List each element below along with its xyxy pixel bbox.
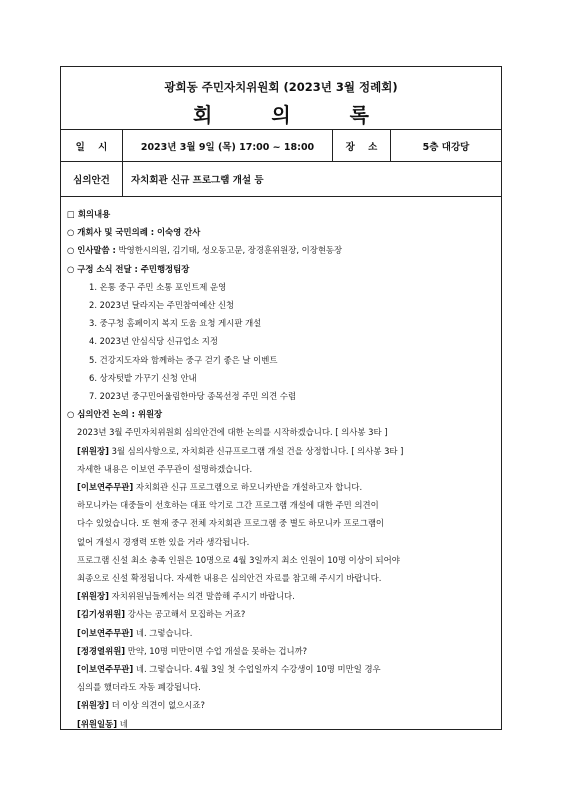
transcript-line: [김기성위원] 강사는 공고해서 모집하는 거죠? (77, 609, 246, 620)
minutes-frame (60, 66, 502, 730)
date-value: 2023년 3월 9일 (목) 17:00 ~ 18:00 (123, 130, 333, 161)
agenda-row (61, 162, 501, 197)
transcript-line: 2023년 3월 주민자치위원회 심의안건에 대한 논의를 시작하겠습니다. [ 의사봉 3타 ] (77, 427, 388, 438)
transcript-line: [이보연주무관] 자치회관 신규 프로그램으로 하모니카반을 개설하고자 합니다. (77, 482, 363, 493)
discussion-transcript (67, 423, 501, 732)
list-item: 1. 온통 중구 주민 소통 포인트제 운영 (89, 281, 227, 292)
transcript-line: 다수 있었습니다. 또 현재 중구 전체 자치회관 프로그램 중 별도 하모니카 프로그램이 (77, 518, 385, 529)
transcript-line: 프로그램 신설 최소 충족 인원은 10명으로 4월 3일까지 최소 인원이 10명 이상이 되어야 (77, 554, 400, 565)
list-item: 7. 2023년 중구민어울림한마당 종목선정 주민 의견 수렴 (89, 391, 297, 402)
transcript-line: 하모니카는 대중들이 선호하는 대표 악기로 그간 프로그램 개설에 대한 주민 의견이 (77, 500, 379, 511)
transcript-line: [정경열위원] 만약, 10명 미만이면 수업 개설을 못하는 겁니까? (77, 645, 308, 656)
transcript-line: [위원장] 3월 심의사항으로, 자치회관 신규프로그램 개설 건을 상정합니다. [ 의사봉 3타 ] (77, 445, 404, 456)
place-label: 장 소 (333, 130, 391, 161)
section-title: □ 회의내용 (67, 209, 111, 219)
transcript-line: [이보연주무관] 네. 그렇습니다. (77, 627, 193, 638)
document-title: 회 의 록 (193, 103, 395, 127)
agenda-label: 심의안건 (61, 162, 123, 196)
item-discussion: ○ 심의안건 논의 : 위원장 (67, 409, 163, 420)
date-label: 일 시 (61, 130, 123, 161)
transcript-line: [위원장] 자치위원님들께서는 의견 말씀해 주시기 바랍니다. (77, 591, 295, 602)
list-item: 4. 2023년 안심식당 신규업소 지정 (89, 336, 218, 347)
minutes-body (61, 197, 501, 733)
list-item: 2. 2023년 달라지는 주민참여예산 신청 (89, 300, 235, 311)
transcript-line: 심의를 했더라도 자동 폐강됩니다. (77, 682, 201, 693)
transcript-line: [위원일동] 네 (77, 718, 128, 729)
transcript-line: [이보연주무관] 네. 그렇습니다. 4월 3일 첫 수업일까지 수강생이 10명 미만일 경우 (77, 664, 381, 675)
transcript-line: 자세한 내용은 이보연 주무관이 설명하겠습니다. (77, 463, 253, 474)
document-subtitle: 광희동 주민자치위원회 (2023년 3월 정례회) (164, 80, 398, 94)
item-opening: ○ 개회사 및 국민의례 : 이숙영 간사 (67, 227, 201, 238)
item-news: ○ 구정 소식 전달 : 주민행정팀장 (67, 263, 190, 274)
list-item: 6. 상자텃밭 가꾸기 신청 안내 (89, 372, 197, 383)
date-place-row (61, 130, 501, 162)
item-greetings: ○ 인사말씀 : 박영한시의원, 김기태, 성오동고문, 장경훈위원장, 이장현동장 (67, 245, 343, 256)
list-item: 3. 중구청 홈페이지 복지 도움 요청 게시판 개설 (89, 318, 262, 329)
title-block (61, 67, 501, 130)
news-list (67, 278, 501, 405)
transcript-line: 최종으로 신설 확정됩니다. 자세한 내용은 심의안건 자료를 참고해 주시기 바랍니다. (77, 573, 382, 584)
place-value: 5층 대강당 (422, 141, 470, 153)
list-item: 5. 건강지도자와 함께하는 중구 걷기 좋은 날 이벤트 (89, 354, 278, 365)
transcript-line: [위원장] 더 이상 의견이 없으시죠? (77, 700, 205, 711)
transcript-line: 없어 개설시 경쟁력 또한 있을 거라 생각됩니다. (77, 536, 250, 547)
agenda-value: 자치회관 신규 프로그램 개설 등 (131, 175, 264, 186)
